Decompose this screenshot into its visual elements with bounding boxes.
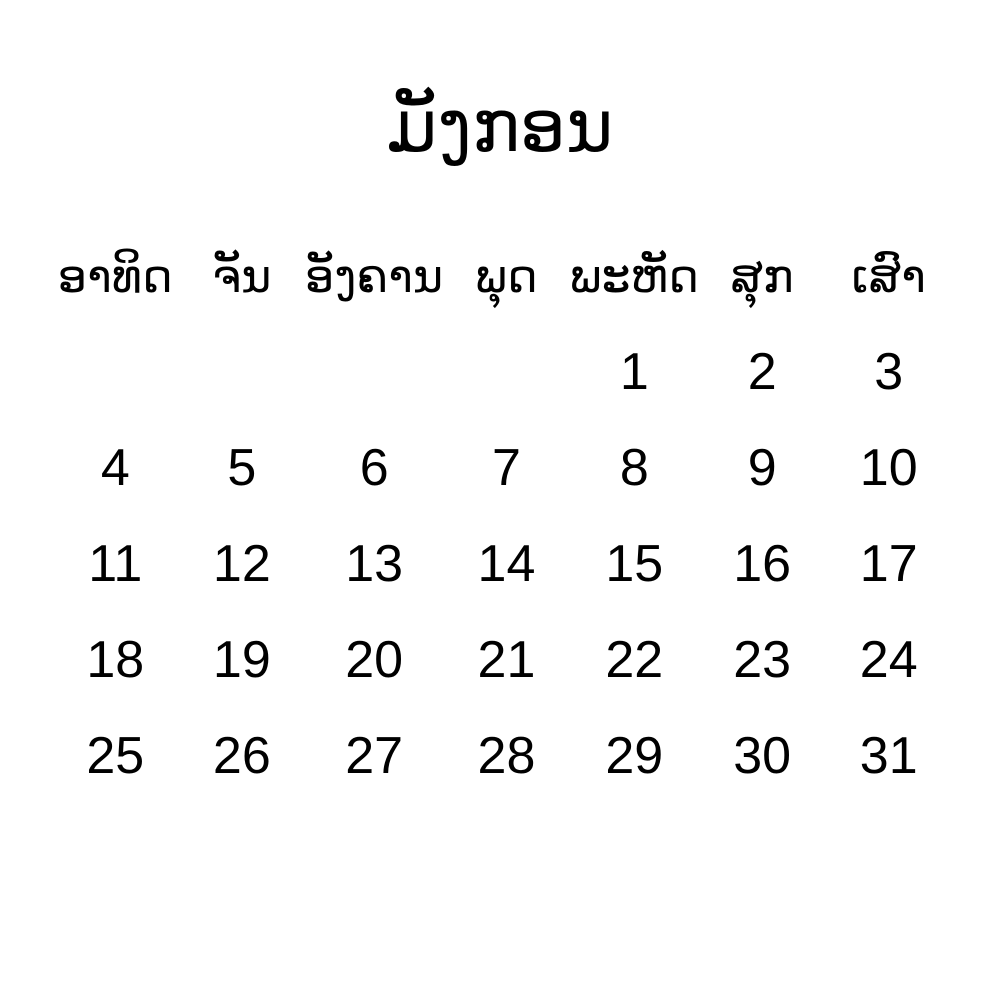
day-cell-20: 20 [345,631,404,689]
weekday-header-thursday: ພະຫັດ [569,250,699,302]
day-cell-26: 26 [212,727,271,785]
day-cell-7: 7 [491,439,521,497]
day-cell-4: 4 [100,439,130,497]
day-cell-15: 15 [605,535,664,593]
calendar-month-title: ມັງກອນ [386,87,614,167]
weekday-header-friday: ສຸກ [730,250,794,302]
day-cell-18: 18 [86,631,145,689]
calendar-grid [52,228,952,804]
day-cell-11: 11 [88,535,143,593]
day-cell-31: 31 [859,727,918,785]
weekday-header-saturday: ເສົາ [851,250,926,302]
day-cell-10: 10 [859,439,918,497]
day-cell-2: 2 [747,343,777,401]
day-cell-empty [305,324,443,420]
day-cell-5: 5 [227,439,257,497]
day-cell-17: 17 [859,535,918,593]
day-cell-8: 8 [619,439,649,497]
day-cell-25: 25 [86,727,145,785]
day-cell-9: 9 [747,439,777,497]
weekday-header-sunday: ອາທິດ [57,250,173,302]
day-cell-empty [52,324,179,420]
weekday-header-wednesday: ພຸດ [475,250,538,302]
day-cell-empty [179,324,306,420]
day-cell-16: 16 [733,535,792,593]
day-cell-21: 21 [477,631,536,689]
weekday-header-monday: ຈັນ [212,250,272,302]
day-cell-30: 30 [733,727,792,785]
day-cell-3: 3 [874,343,904,401]
day-cell-27: 27 [345,727,404,785]
day-cell-24: 24 [859,631,918,689]
day-cell-6: 6 [359,439,389,497]
weekday-header-tuesday: ອັງຄານ [305,250,444,302]
day-cell-29: 29 [605,727,664,785]
day-cell-28: 28 [477,727,536,785]
day-cell-empty [443,324,570,420]
day-cell-19: 19 [212,631,271,689]
day-cell-22: 22 [605,631,664,689]
day-cell-12: 12 [212,535,271,593]
day-cell-14: 14 [477,535,536,593]
day-cell-13: 13 [345,535,404,593]
day-cell-23: 23 [733,631,792,689]
day-cell-1: 1 [619,343,649,401]
